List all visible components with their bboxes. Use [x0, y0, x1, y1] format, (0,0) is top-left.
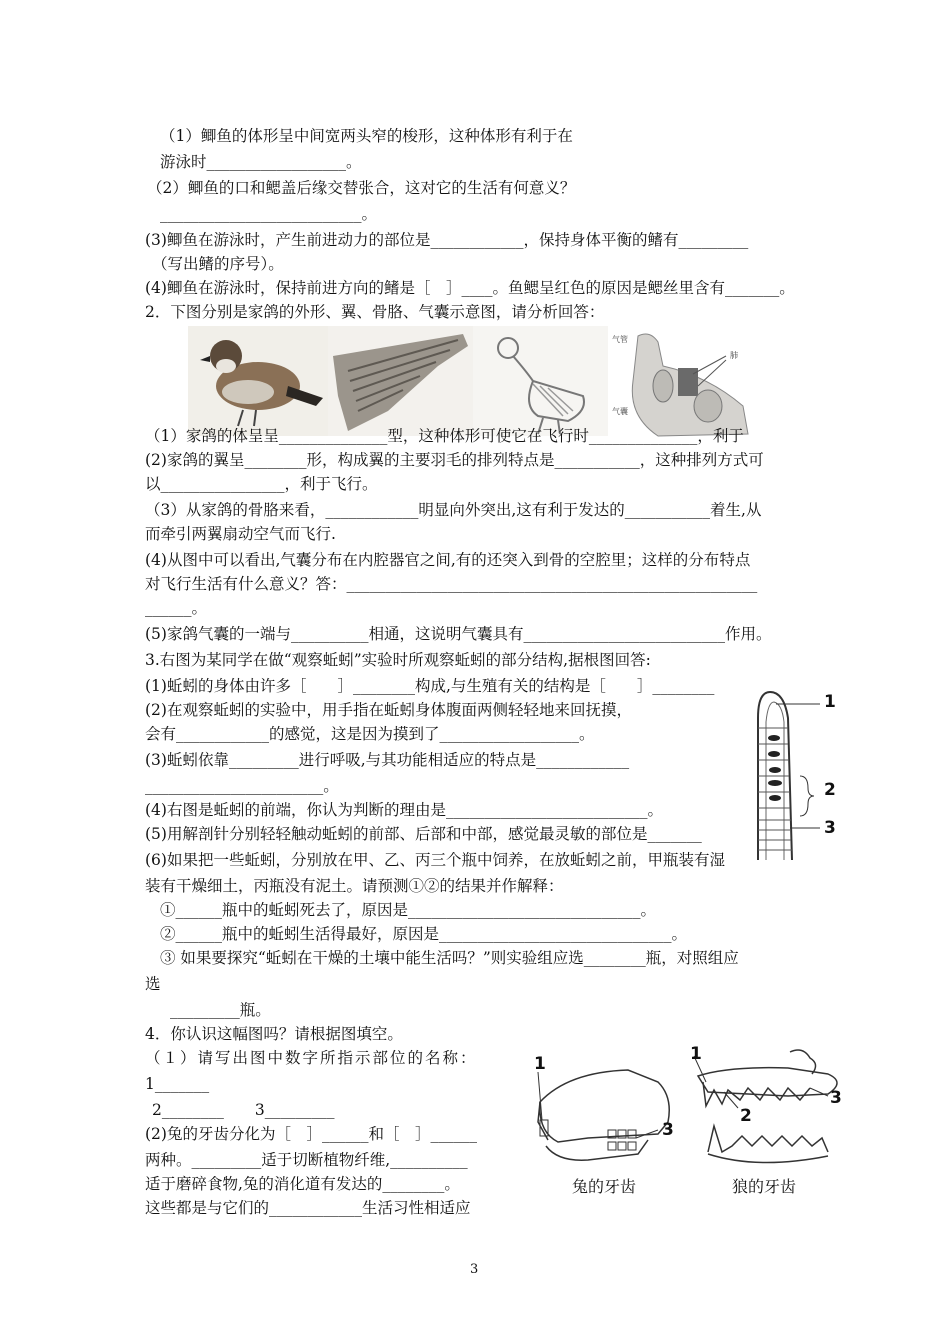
earthworm-label-2: 2 [824, 780, 836, 800]
q2-line-7: 对飞行生活有什么意义？答：_____________________________________________________ [145, 575, 758, 593]
pigeon-skeleton-illustration [473, 326, 608, 436]
q2-line-2: (2)家鸽的翼呈________形，构成翼的主要羽毛的排列特点是___________，这种排列方式可 [145, 451, 764, 469]
wolf-label-3: 3 [830, 1088, 842, 1108]
rabbit-label-1: 1 [534, 1054, 546, 1074]
q2-line-5: 而牵引两翼扇动空气而飞行. [145, 525, 336, 543]
teeth-figure [528, 1042, 848, 1202]
earthworm-label-1: 1 [824, 692, 836, 712]
rabbit-label-3: 3 [662, 1120, 674, 1140]
q4-line-2: 1_______ [145, 1075, 210, 1093]
q3-line-13: 选 [145, 975, 161, 993]
q1-line-1: （1）鲫鱼的体形呈中间宽两头窄的梭形，这种体形有利于在 [160, 127, 573, 145]
q4-line-3: 2________ 3_________ [152, 1101, 335, 1119]
q2-line-9: (5)家鸽气囊的一端与__________相通，这说明气囊具有__________________________作用。 [145, 625, 772, 643]
q4-line-5: 两种。_________适于切断植物纤维,__________ [145, 1151, 468, 1169]
wolf-label-1: 1 [690, 1044, 702, 1064]
q1-line-6: （写出鳍的序号）。 [152, 255, 284, 273]
q3-line-10: ①______瓶中的蚯蚓死去了，原因是______________________________。 [160, 901, 657, 919]
q1-line-4: __________________________。 [160, 205, 378, 223]
q3-line-12: ③ 如果要探究“蚯蚓在干燥的土壤中能生活吗？”则实验组应选________瓶，对照组应 [160, 949, 739, 967]
q3-line-8: (6)如果把一些蚯蚓，分别放在甲、乙、丙三个瓶中饲养，在放蚯蚓之前，甲瓶装有湿 [145, 851, 725, 869]
q2-line-3: 以________________，利于飞行。 [145, 475, 378, 493]
q1-line-2: 游泳时__________________。 [160, 153, 362, 171]
q1-line-7: (4)鲫鱼在游泳时，保持前进方向的鳍是［ ］____。鱼鳃呈红色的原因是鳃丝里含有_______。 [145, 279, 795, 297]
q3-line-2: (2)在观察蚯蚓的实验中，用手指在蚯蚓身体腹面两侧轻轻地来回抚摸， [145, 701, 632, 719]
wolf-teeth-caption: 狼的牙齿 [732, 1177, 797, 1196]
label-lung: 肺 [730, 351, 738, 360]
q3-title: 3.右图为某同学在做“观察蚯蚓”实验时所观察蚯蚓的部分结构,据根图回答: [145, 651, 651, 669]
q3-line-9: 装有干燥细土，丙瓶没有泥土。请预测①②的结果并作解释： [145, 877, 564, 895]
q3-line-1: (1)蚯蚓的身体由许多［ ］________构成,与生殖有关的结构是［ ］________ [145, 677, 715, 695]
q4-line-7: 这些都是与它们的____________生活习性相适应 [145, 1199, 471, 1217]
q3-line-7: (5)用解剖针分别轻轻触动蚯蚓的前部、后部和中部，感觉最灵敏的部位是_______ [145, 825, 702, 843]
q1-line-5: (3)鲫鱼在游泳时，产生前进动力的部位是____________，保持身体平衡的鳍有_________ [145, 231, 749, 249]
q2-line-6: (4)从图中可以看出,气囊分布在内腔器官之间,有的还突入到骨的空腔里；这样的分布特点 [145, 551, 751, 569]
earthworm-label-3: 3 [824, 818, 836, 838]
pigeon-wing-illustration [328, 326, 473, 436]
q3-line-6: (4)右图是蚯蚓的前端，你认为判断的理由是__________________________。 [145, 801, 663, 819]
q3-line-14: _________瓶。 [170, 1001, 271, 1019]
q4-line-4: (2)兔的牙齿分化为［ ］______和［ ］______ [145, 1125, 477, 1143]
label-airsac: 气囊 [612, 407, 628, 416]
q1-line-3: （2）鲫鱼的口和鳃盖后缘交替张合，这对它的生活有何意义？ [147, 179, 576, 197]
wolf-label-2: 2 [740, 1106, 752, 1126]
label-trachea: 气管 [612, 335, 628, 344]
q2-line-1: （1）家鸽的体呈呈______________型，这种体形可使它在飞行时______________，利于 [145, 427, 744, 445]
q4-line-6: 适于磨碎食物,兔的消化道有发达的________。 [145, 1175, 460, 1193]
q3-line-4: (3)蚯蚓依靠_________进行呼吸,与其功能相适应的特点是____________ [145, 751, 630, 769]
q2-title: 2．下图分别是家鸽的外形、翼、骨胳、气囊示意图，请分析回答： [145, 303, 605, 321]
pigeon-airsac-illustration [608, 326, 756, 436]
page-number: 3 [470, 1262, 479, 1277]
q2-line-4: （3）从家鸽的骨胳来看，____________明显向外突出,这有利于发达的___________着生,从 [145, 501, 762, 519]
q2-line-8: ______。 [145, 599, 208, 617]
q3-line-11: ②______瓶中的蚯蚓生活得最好，原因是______________________________。 [160, 925, 688, 943]
rabbit-teeth-caption: 兔的牙齿 [572, 1177, 637, 1196]
q3-line-3: 会有____________的感觉，这是因为摸到了__________________。 [145, 725, 595, 743]
earthworm-figure [740, 688, 860, 868]
q4-line-1: （１）请写出图中数字所指示部位的名称： [145, 1049, 478, 1067]
q4-title: 4．你认识这幅图吗？请根据图填空。 [145, 1025, 403, 1043]
q3-line-5: _______________________。 [145, 777, 339, 795]
pigeon-body-illustration [188, 326, 328, 436]
